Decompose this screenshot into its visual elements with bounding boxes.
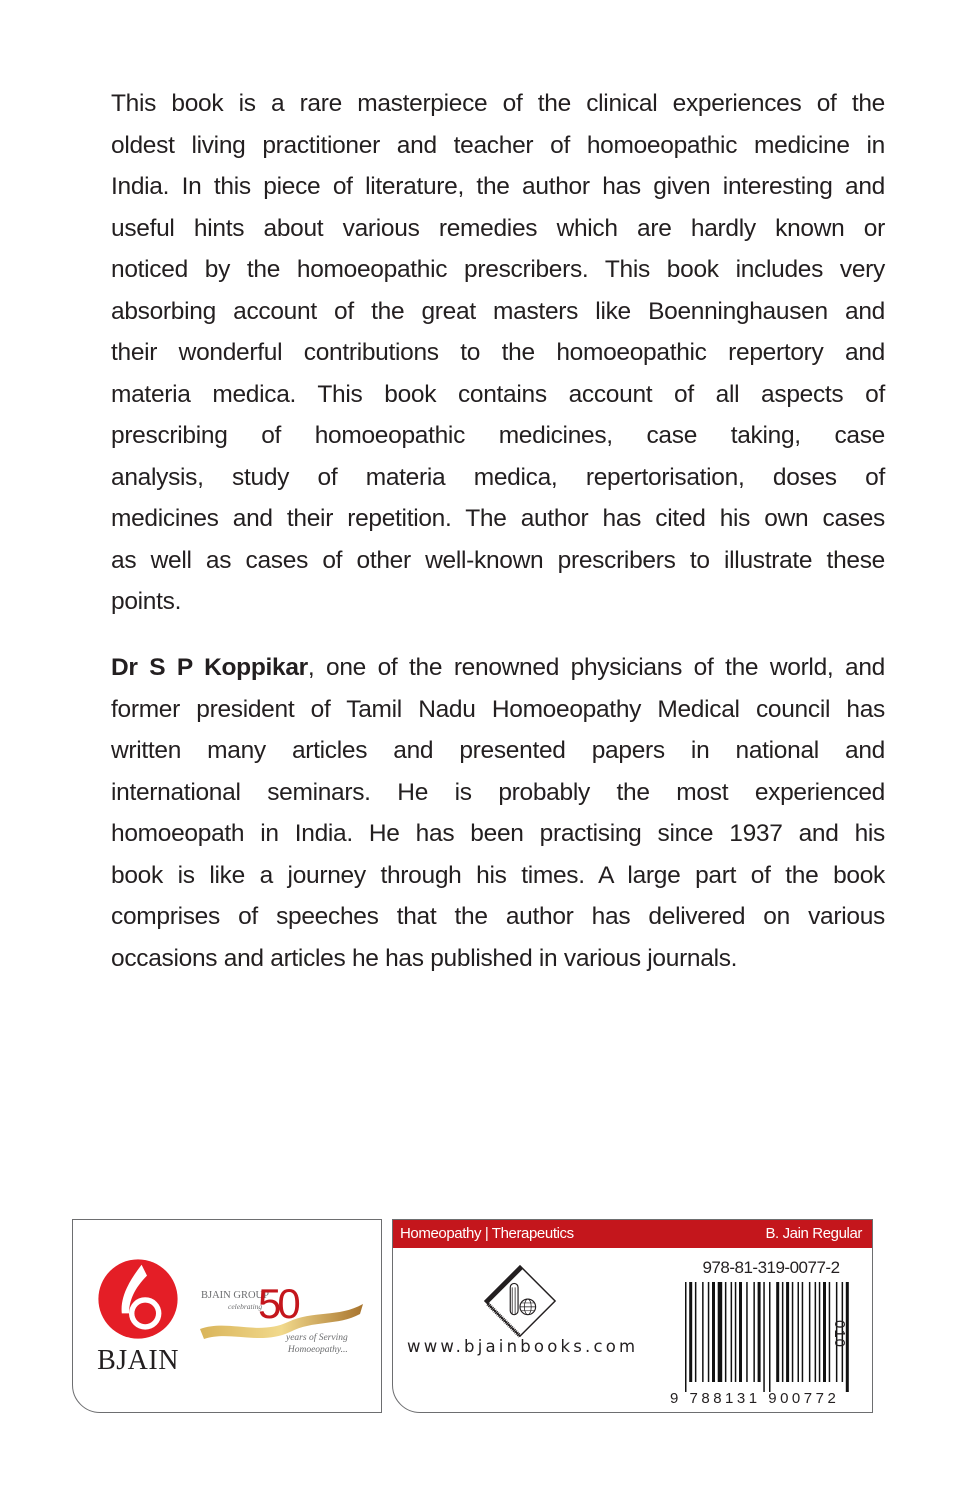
author-bio-line: former president of Tamil Nadu Homoeopathy Medical council has — [111, 695, 885, 723]
barcode-bar — [708, 1282, 710, 1382]
category-label: Homeopathy | Therapeutics — [400, 1225, 574, 1242]
anniversary-celebrating: celebrating — [228, 1302, 263, 1311]
description-line: points. — [111, 588, 182, 615]
publisher-website: www.bjainbooks.com — [407, 1337, 639, 1356]
anniversary-emblem — [198, 1280, 368, 1364]
barcode-bar — [695, 1282, 697, 1382]
book-globe-logo-icon — [481, 1262, 559, 1340]
barcode-bar — [735, 1282, 737, 1382]
publisher-logo-panel — [72, 1219, 382, 1413]
barcode-bar — [823, 1282, 826, 1382]
barcode-bar — [689, 1282, 692, 1382]
author-bio-line: written many articles and presented papers in national and — [111, 737, 885, 764]
book-description-paragraph — [111, 83, 885, 623]
barcode-bar — [718, 1282, 723, 1382]
author-bio-paragraph — [111, 647, 885, 979]
barcode-bar — [725, 1282, 727, 1382]
anniversary-number: 50 — [258, 1280, 297, 1327]
author-bio-line: international seminars. He is probably the most experienced — [111, 778, 885, 806]
barcode-bar — [731, 1282, 733, 1382]
author-bio-line: homoeopath in India. He has been practising since 1937 and his — [111, 820, 885, 847]
description-line: materia medica. This book contains account of all aspects of — [111, 380, 885, 408]
bjain-logo-icon — [93, 1254, 183, 1344]
barcode-bar — [758, 1282, 761, 1382]
author-bio-line: comprises of speeches that the author has delivered on various — [111, 903, 885, 930]
barcode-bar — [798, 1282, 800, 1382]
bjain-wordmark: BJAIN — [97, 1345, 179, 1376]
price-code: 010 — [831, 1320, 848, 1349]
author-bio-line: occasions and articles he has published in various journals. — [111, 944, 738, 972]
barcode-bar — [685, 1282, 687, 1392]
barcode-bar — [776, 1282, 779, 1382]
barcode-bar — [702, 1282, 704, 1382]
anniversary-tagline: years of Serving Homoeopathy... — [286, 1333, 348, 1355]
barcode-bar — [802, 1282, 804, 1382]
barcode-bar — [763, 1282, 765, 1392]
description-line: useful hints about various remedies which are hardly known or — [111, 214, 885, 242]
barcode-bar — [739, 1282, 742, 1382]
description-line: their wonderful contributions to the homoeopathic repertory and — [111, 339, 885, 366]
description-line: noticed by the homoeopathic prescribers. This book includes very — [111, 256, 885, 283]
description-line: prescribing of homoeopathic medicines, case taking, case — [111, 422, 885, 449]
barcode-bar — [819, 1282, 821, 1382]
barcode-bar — [746, 1282, 748, 1382]
book-info-panel — [392, 1219, 873, 1413]
description-line: medicines and their repetition. The author has cited his own cases — [111, 505, 885, 532]
barcode-bar — [829, 1282, 831, 1382]
barcode-bar — [782, 1282, 784, 1382]
barcode-bar — [809, 1282, 811, 1382]
barcode-bar — [712, 1282, 715, 1382]
description-line: as well as cases of other well-known prescribers to illustrate these — [111, 546, 885, 574]
author-name: Dr S P Koppikar — [111, 654, 308, 681]
barcode-digits: 9 788131 900772 — [670, 1390, 840, 1407]
description-line: absorbing account of the great masters like Boenninghausen and — [111, 297, 885, 325]
series-label: B. Jain Regular — [765, 1225, 862, 1242]
anniversary-group: BJAIN GROUP — [201, 1290, 269, 1301]
barcode-bar — [815, 1282, 817, 1382]
description-line: India. In this piece of literature, the author has given interesting and — [111, 173, 885, 200]
barcode-bar — [753, 1282, 755, 1382]
description-line: This book is a rare masterpiece of the clinical experiences of the — [111, 90, 885, 117]
category-bar — [393, 1220, 872, 1248]
description-line: oldest living practitioner and teacher of homoeopathic medicine in — [111, 131, 885, 159]
isbn-number: 978-81-319-0077-2 — [702, 1258, 840, 1277]
barcode — [683, 1282, 851, 1392]
barcode-bar — [792, 1282, 794, 1382]
barcode-bar — [769, 1282, 771, 1392]
author-bio-line: book is like a journey through his times. A large part of the book — [111, 861, 885, 889]
description-line: analysis, study of materia medica, repertorisation, doses of — [111, 463, 885, 491]
author-bio-line: Dr S P Koppikar, one of the renowned physicians of the world, and — [111, 654, 885, 681]
barcode-bar — [786, 1282, 789, 1382]
